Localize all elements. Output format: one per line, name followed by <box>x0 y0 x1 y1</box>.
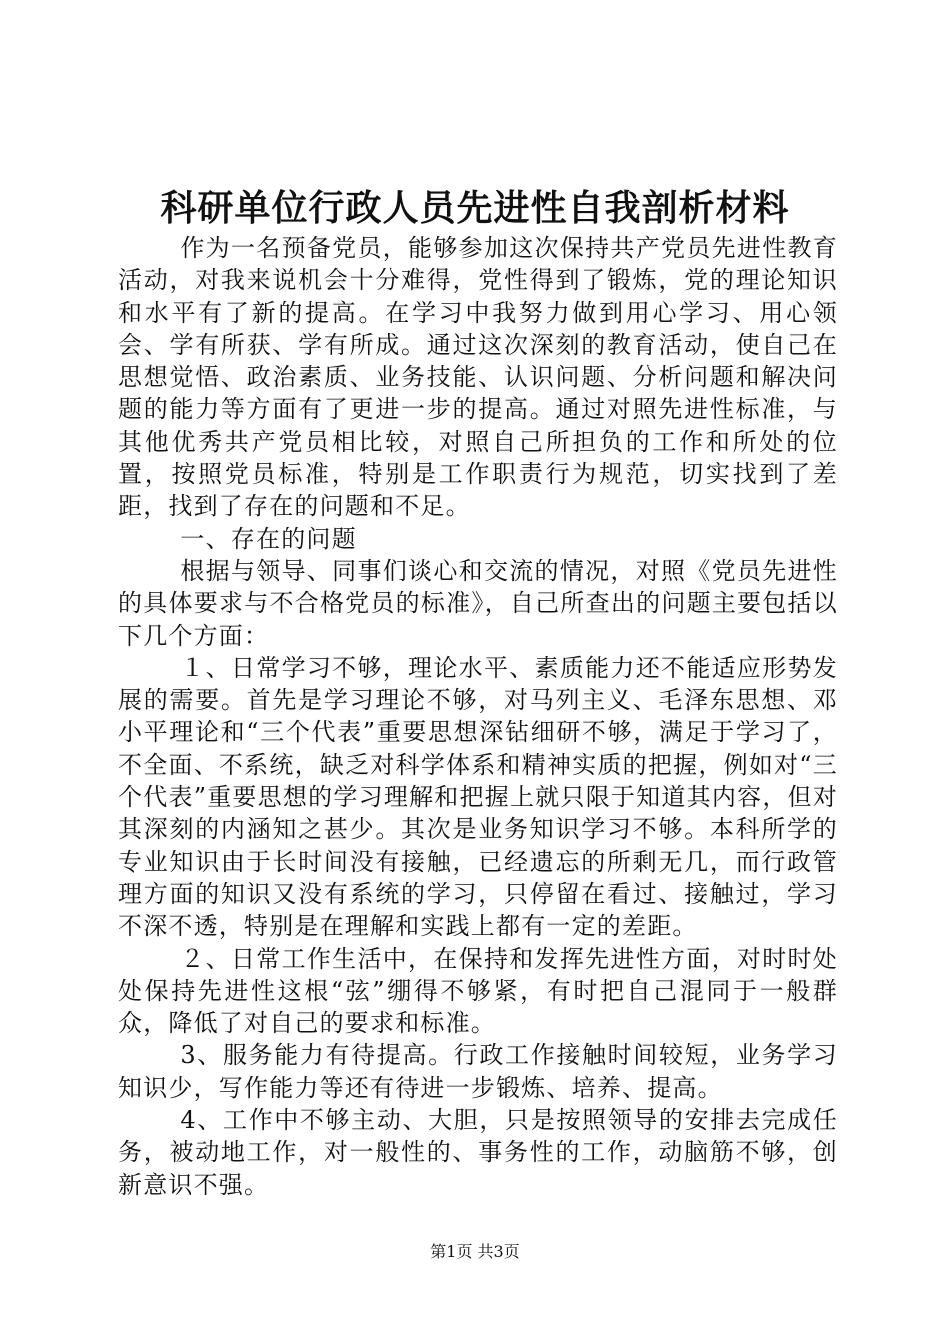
section-heading-problems: 一、存在的问题 <box>180 524 357 553</box>
paragraph-intro: 作为一名预备党员，能够参加这次保持共产党员先进性教育活动，对我来说机会十分难得，党性得到了锻炼，党的理论知识和水平有了新的提高。在学习中我努力做到用心学习、用心领会、学有所获、学有所成。通过这次深刻的教育活动，使自己在思想觉悟、政治素质、业务技能、认识问题、分析问题和解决问题的能力等方面有了更进一步的提高。通过对照先进性标准，与其他优秀共产党员相比较，对照自己所担负的工作和所处的位置，按照党员标准，特别是工作职责行为规范，切实找到了差距，找到了存在的问题和不足。 <box>118 234 838 521</box>
paragraph-item-4: 4、工作中不够主动、大胆，只是按照领导的安排去完成任务，被动地工作，对一般性的、事务性的工作，动脑筋不够，创新意识不强。 <box>118 1106 838 1199</box>
paragraph-item-3: 3、服务能力有待提高。行政工作接触时间较短，业务学习知识少，写作能力等还有待进一步锻炼、培养、提高。 <box>118 1041 838 1102</box>
document-title: 科研单位行政人员先进性自我剖析材料 <box>160 187 790 229</box>
paragraph-basis: 根据与领导、同事们谈心和交流的情况，对照《党员先进性的具体要求与不合格党员的标准》，自己所查出的问题主要包括以下几个方面： <box>118 556 838 650</box>
page-number-footer: 第1页 共3页 <box>430 1242 520 1261</box>
document-body <box>118 232 838 1201</box>
paragraph-item-2: ２、日常工作生活中，在保持和发挥先进性方面，对时时处处保持先进性这根“弦”绷得不够紧，有时把自己混同于一般群众，降低了对自己的要求和标准。 <box>118 944 838 1038</box>
paragraph-item-1: １、日常学习不够，理论水平、素质能力还不能适应形势发展的需要。首先是学习理论不够，对马列主义、毛泽东思想、邓小平理论和“三个代表”重要思想深钻细研不够，满足于学习了，不全面、不系统，缺乏对科学体系和精神实质的把握，例如对“三个代表”重要思想的学习理解和把握上就只限于知道其内容，但对其深刻的内涵知之甚少。其次是业务知识学习不够。本科所学的专业知识由于长时间没有接触，已经遗忘的所剩无几，而行政管理方面的知识又没有系统的学习，只停留在看过、接触过，学习不深不透，特别是在理解和实践上都有一定的差距。 <box>118 653 838 941</box>
